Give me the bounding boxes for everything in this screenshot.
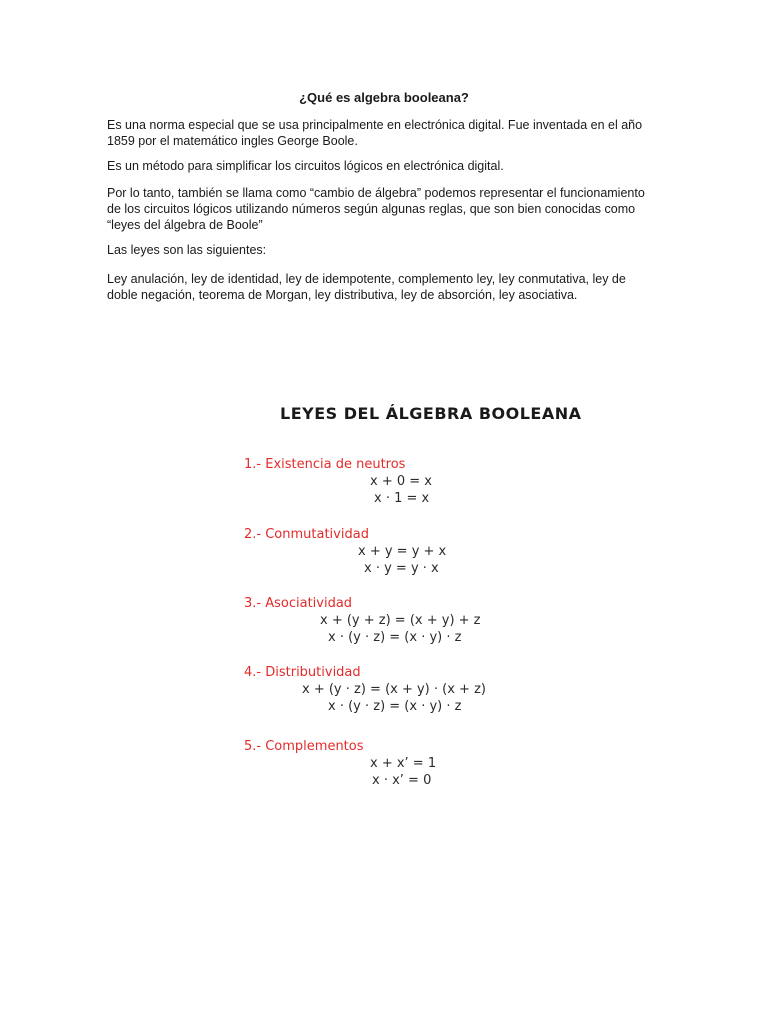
law-heading: 4.- Distributividad <box>244 665 361 680</box>
law-complements <box>244 738 534 789</box>
law-equation: x · y = y · x <box>364 561 439 576</box>
text-line: Ley anulación, ley de identidad, ley de idempotente, complemento ley, ley conmutativa, ley de <box>107 272 626 286</box>
law-equation: x · x’ = 0 <box>372 773 432 788</box>
law-heading: 5.- Complementos <box>244 739 364 754</box>
text-line: 1859 por el matemático ingles George Boole. <box>107 134 358 148</box>
law-heading: 2.- Conmutatividad <box>244 527 369 542</box>
text-line: Por lo tanto, también se llama como “cambio de álgebra” podemos representar el funcionamiento <box>107 186 645 200</box>
document-title: ¿Qué es algebra booleana? <box>299 90 469 105</box>
paragraph-laws-list <box>107 271 667 303</box>
law-commutativity <box>244 526 534 577</box>
law-neutral-elements <box>244 456 534 507</box>
text-line: de los circuitos lógicos utilizando números según algunas reglas, que son bien conocidas como <box>107 202 636 216</box>
law-equation: x + x’ = 1 <box>370 756 437 771</box>
text-line: Es una norma especial que se usa principalmente en electrónica digital. Fue inventada en el año <box>107 118 643 132</box>
boolean-laws-figure <box>232 398 582 798</box>
text-line: doble negación, teorema de Morgan, ley distributiva, ley de absorción, ley asociativa. <box>107 288 578 302</box>
paragraph-laws-intro <box>107 242 667 258</box>
law-equation: x · 1 = x <box>374 491 430 506</box>
paragraph-method <box>107 158 667 174</box>
law-heading: 1.- Existencia de neutros <box>244 457 406 472</box>
law-equation: x + (y · z) = (x + y) · (x + z) <box>302 682 486 697</box>
law-associativity <box>244 595 534 646</box>
law-heading: 3.- Asociatividad <box>244 596 353 611</box>
law-equation: x · (y · z) = (x · y) · z <box>328 630 462 645</box>
law-equation: x + 0 = x <box>370 474 432 489</box>
text-line: Las leyes son las siguientes: <box>107 243 267 257</box>
paragraph-definition <box>107 117 667 149</box>
text-line: “leyes del álgebra de Boole” <box>107 218 263 232</box>
law-equation: x + (y + z) = (x + y) + z <box>320 613 481 628</box>
law-equation: x · (y · z) = (x · y) · z <box>328 699 462 714</box>
paragraph-explanation <box>107 185 667 233</box>
law-equation: x + y = y + x <box>358 544 447 559</box>
law-distributivity <box>244 664 534 715</box>
text-line: Es un método para simplificar los circuitos lógicos en electrónica digital. <box>107 159 504 173</box>
figure-title: LEYES DEL ÁLGEBRA BOOLEANA <box>280 404 582 423</box>
